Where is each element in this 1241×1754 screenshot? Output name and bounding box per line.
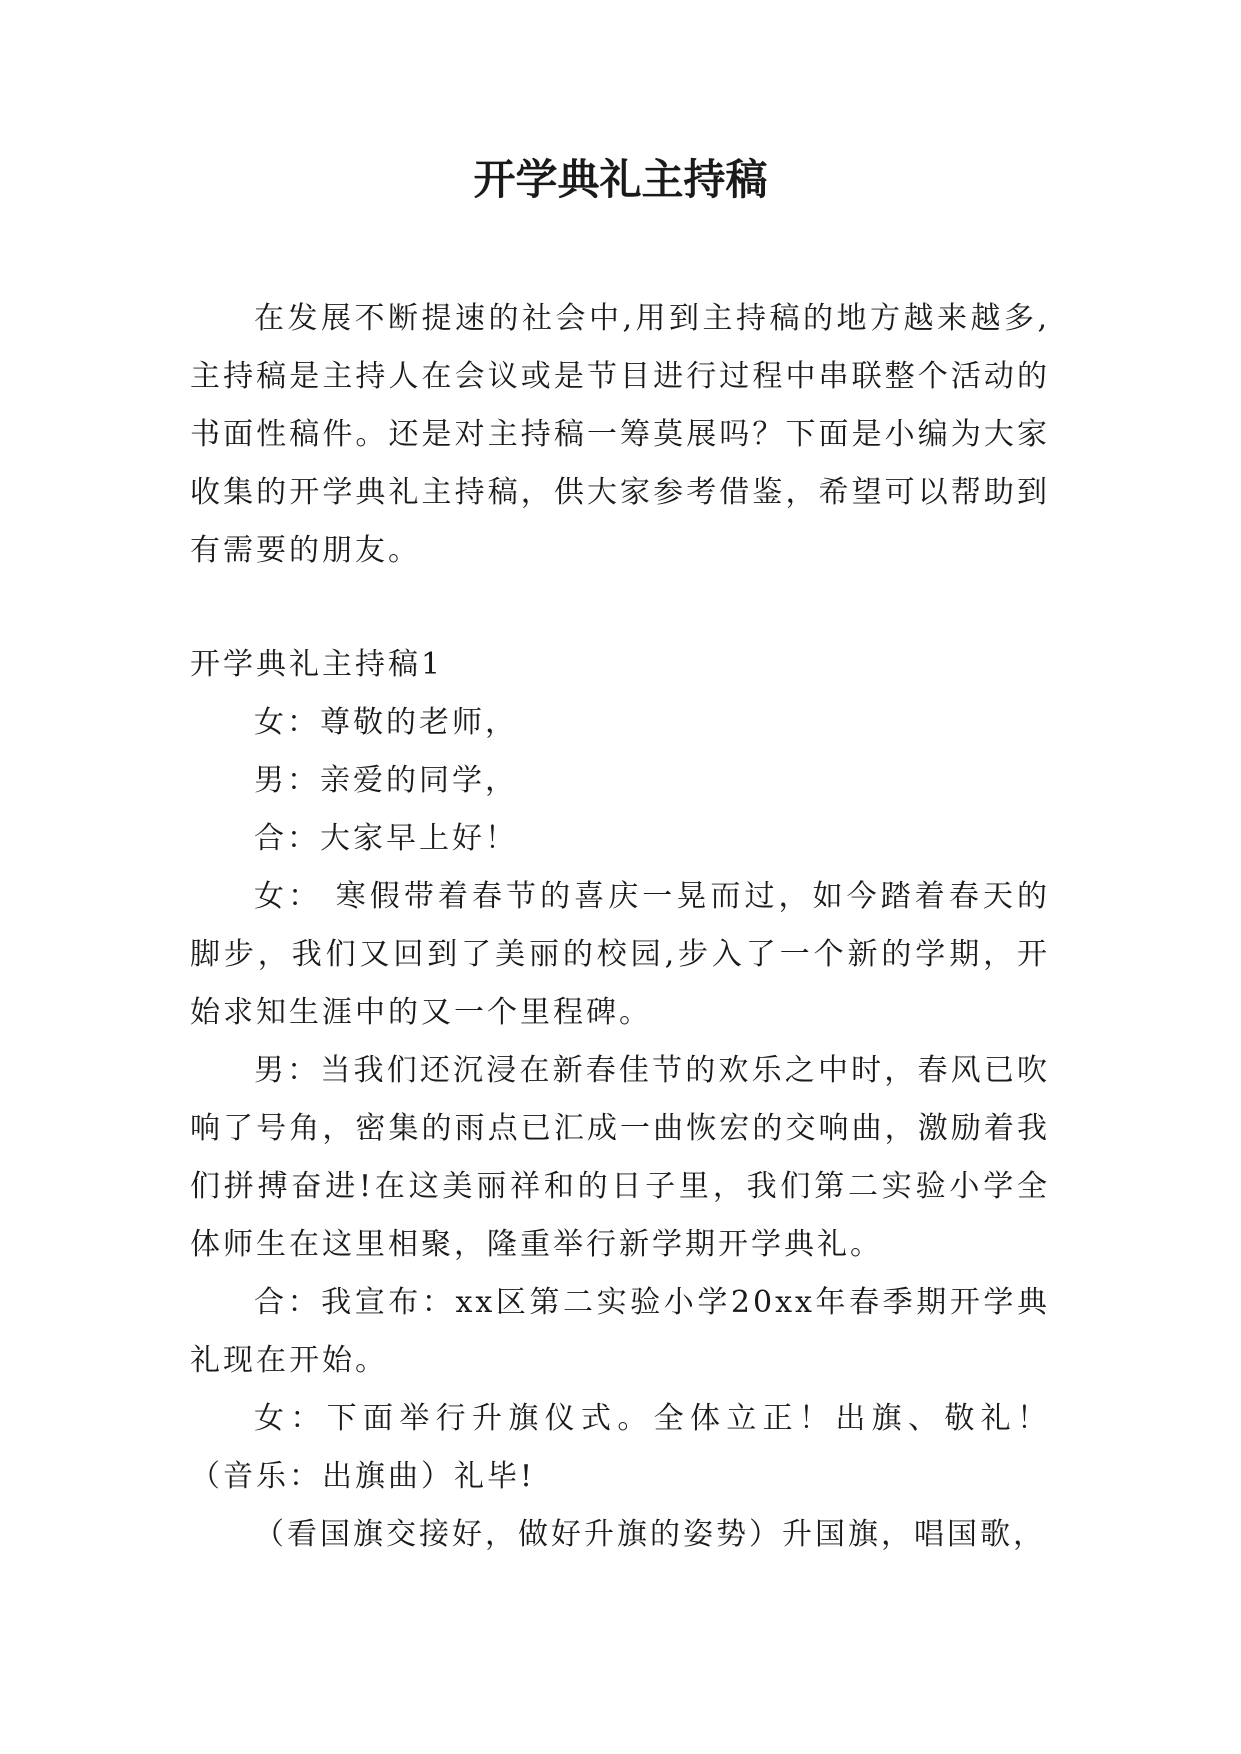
paragraph-4: 女： 寒假带着春节的喜庆一晃而过，如今踏着春天的脚步，我们又回到了美丽的校园,步入了一个新的学期，开始求知生涯中的又一个里程碑。	[190, 879, 1050, 1030]
paragraph-1: 女：尊敬的老师，	[254, 705, 518, 740]
paragraph-8: （看国旗交接好，做好升旗的姿势）升国旗，唱国歌，	[254, 1517, 1046, 1552]
paragraph-3: 合：大家早上好！	[254, 821, 518, 856]
document-title: 开学典礼主持稿	[473, 155, 768, 204]
paragraph-2: 男：亲爱的同学，	[254, 763, 518, 798]
paragraph-6: 合：我宣布：xx区第二实验小学20xx年春季期开学典礼现在开始。	[190, 1285, 1050, 1378]
paragraph-7: 女：下面举行升旗仪式。全体立正！出旗、敬礼！ （音乐：出旗曲）礼毕!	[190, 1401, 1050, 1494]
paragraph-5: 男：当我们还沉浸在新春佳节的欢乐之中时，春风已吹响了号角，密集的雨点已汇成一曲恢宏的交响曲，激励着我们拼搏奋进!在这美丽祥和的日子里，我们第二实验小学全体师生在这里相聚，隆重举行新学期开学典礼。	[190, 1053, 1050, 1262]
section-heading: 开学典礼主持稿1	[190, 647, 444, 682]
document-body	[190, 290, 1050, 1564]
intro-paragraph: 在发展不断提速的社会中,用到主持稿的地方越来越多,主持稿是主持人在会议或是节目进行过程中串联整个活动的书面性稿件。还是对主持稿一筹莫展吗？下面是小编为大家收集的开学典礼主持稿，供大家参考借鉴，希望可以帮助到有需要的朋友。	[190, 301, 1050, 568]
